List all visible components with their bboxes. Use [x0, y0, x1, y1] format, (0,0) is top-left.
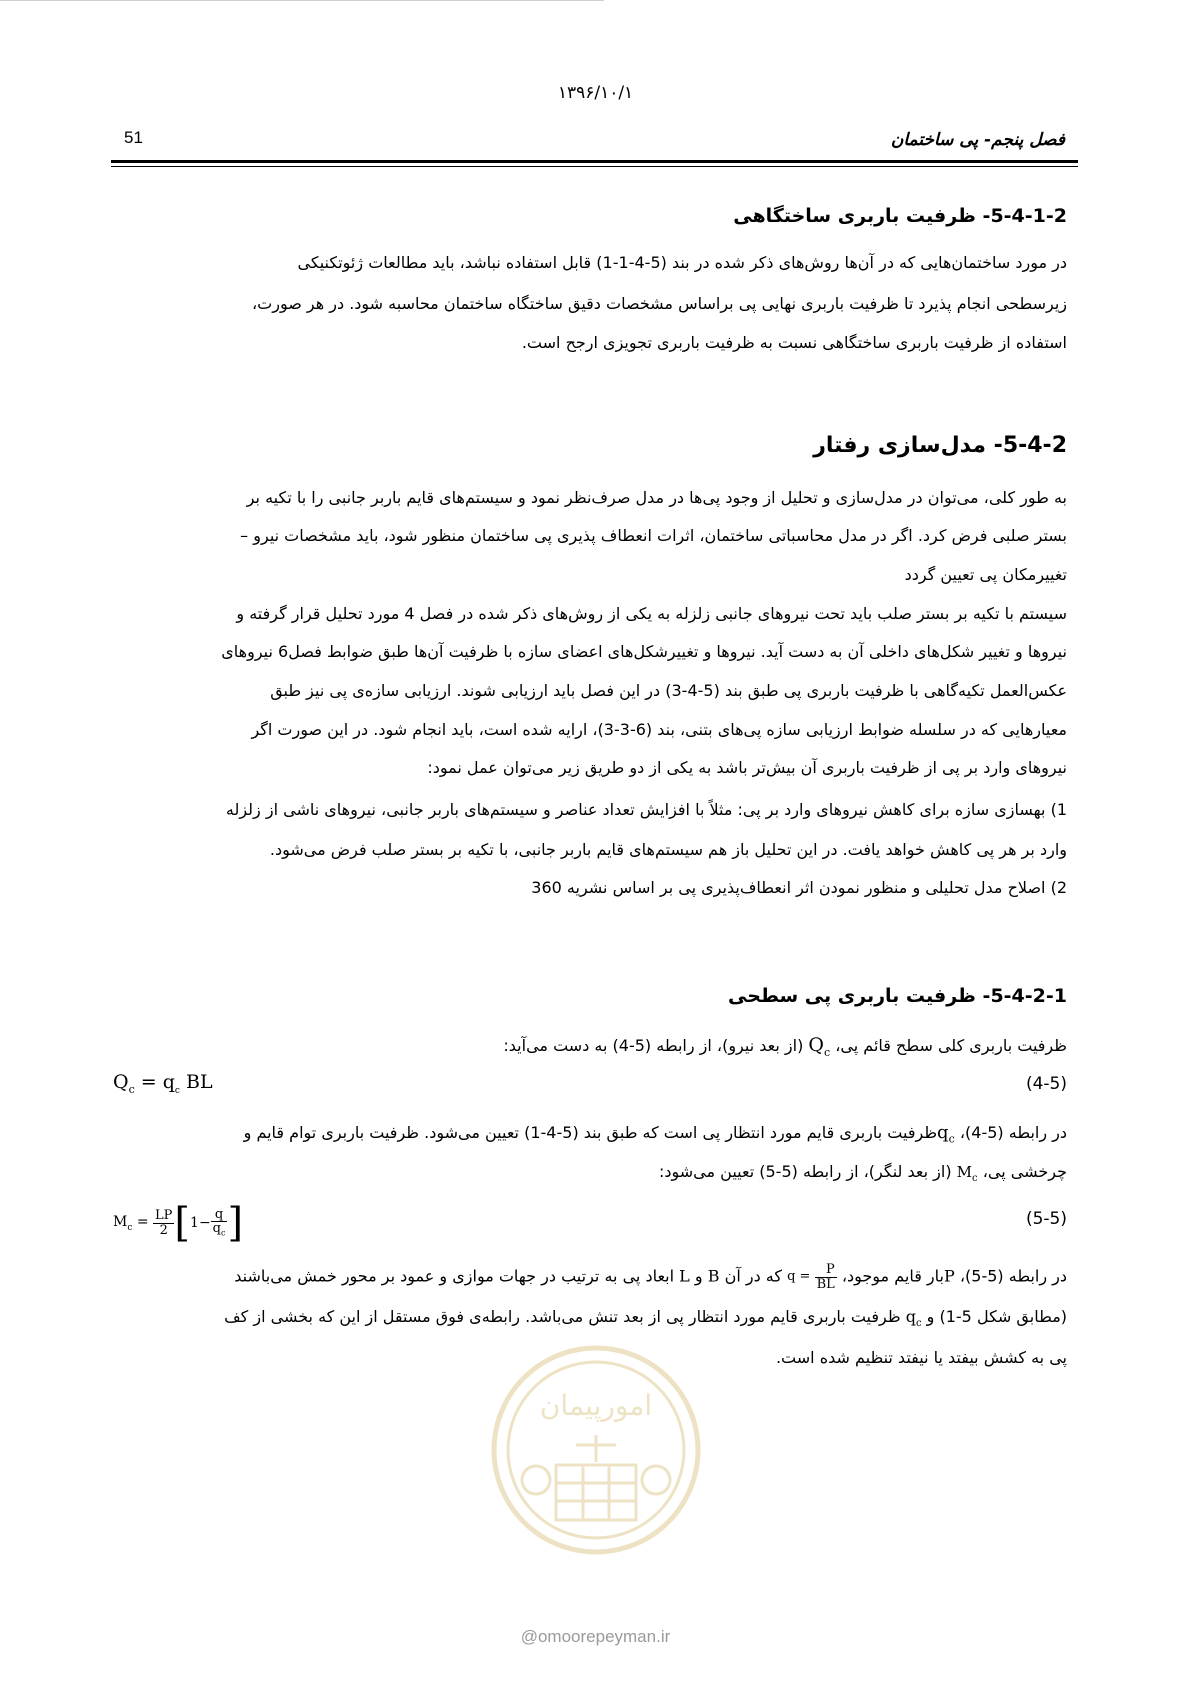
fraction-q-qc: $\frac{q}{q_c}$	[212, 1206, 226, 1238]
symbol-B: B	[707, 1266, 720, 1286]
section-heading-5-4-2-1: 5-4-2-1- ظرفیت باربری پی سطحی	[728, 985, 1067, 1007]
text-run: در رابطه (5-5)،	[959, 1266, 1067, 1286]
symbol-Qc: $Q_c$	[808, 1034, 831, 1059]
header-rule-thick	[111, 160, 1078, 163]
symbol-L: L	[679, 1266, 690, 1286]
paragraph-line: وارد بر هر پی کاهش خواهد یافت. در این تحلیل باز هم سیستم‌های قایم باربر جانبی، با تکیه بر بستر صلب فرض می‌شود.	[269, 840, 1067, 859]
text-run: بار قایم موجود،	[841, 1266, 944, 1286]
list-item-2: 2) اصلاح مدل تحلیلی و منظور نمودن اثر انعطاف‌پذیری پی بر اساس نشریه 360	[531, 878, 1067, 897]
paragraph-line: زیرسطحی انجام پذیرد تا ظرفیت باربری نهایی پی براساس مشخصات دقیق ساختگاه ساختمان محاسبه شود. در هر صورت،	[252, 294, 1067, 313]
paragraph-line	[112, 1162, 1067, 1185]
top-rule	[0, 0, 604, 1]
text-run: ظرفیت باربری قایم مورد انتظار پی از بعد تنش می‌باشد. رابطه‌ی فوق مستقل از این که بخشی از کف	[224, 1307, 901, 1326]
paragraph-line: معیارهایی که در سلسله ضوابط ارزیابی سازه پی‌های بتنی، بند (6-3-3)، ارایه شده است، باید انجام شود. در این صورت اگر	[251, 720, 1067, 739]
paragraph-line: سیستم با تکیه بر بستر صلب باید تحت نیروهای جانبی زلزله به یکی از روش‌های ذکر شده در فصل 4 مورد تحلیل قرار گرفته و	[236, 604, 1067, 623]
paragraph-line: پی به کشش بیفتد یا نیفتد تنظیم شده است.	[775, 1348, 1067, 1367]
text-run: ابعاد پی به ترتیب در جهات موازی و عمود بر محور خمش می‌باشند	[234, 1266, 675, 1286]
paragraph-line	[112, 1033, 1067, 1060]
section-heading-5-4-1-2: 5-4-1-2- ظرفیت باربری ساختگاهی	[733, 205, 1067, 227]
paragraph-line: عکس‌العمل تکیه‌گاهی با ظرفیت باربری پی طبق بند (5-4-3) در این فصل باید ارزیابی شوند. ارزیابی سازه‌ی پی نیز طبق	[270, 681, 1067, 700]
symbol-qc: $q_c$	[905, 1307, 922, 1330]
chapter-title: فصل پنجم- پی ساختمان	[890, 130, 1065, 150]
equation-4-5: $Q_c = q_c$ BL	[113, 1071, 213, 1096]
equation-number: (4-5)	[1025, 1074, 1067, 1094]
text-run: (مطابق شکل 5-1) و	[926, 1307, 1067, 1326]
equation-5-5: $M_c$ = $\frac{LP}{2}$ [ 1− $\frac{q}{q_c}$ ]	[113, 1200, 244, 1246]
text-run: که در آن	[724, 1266, 782, 1286]
watermark-text: @omoorepeyman.ir	[520, 1627, 671, 1646]
paragraph-line	[112, 1121, 1067, 1147]
paragraph-line: به طور کلی، می‌توان در مدل‌سازی و تحلیل از وجود پی‌ها در مدل صرف‌نظر نمود و سیستم‌های قایم باربر جانبی را با تکیه بر	[246, 488, 1067, 507]
symbol-qc: $q_c$	[937, 1122, 955, 1146]
symbol-Mc: $M_c$	[956, 1163, 978, 1184]
paragraph-line	[112, 1307, 1067, 1330]
text-run: ظرفیت باربری قایم مورد انتظار پی است که طبق بند (5-4-1) تعیین می‌شود. ظرفیت باربری توام قایم و	[243, 1123, 938, 1142]
watermark-logo	[486, 1340, 706, 1560]
paragraph-line: بستر صلبی فرض کرد. اگر در مدل محاسباتی ساختمان، اثرات انعطاف پذیری پی ساختمان منظور شود، باید مشخصات نیرو –	[240, 526, 1067, 545]
paragraph-line: استفاده از ظرفیت باربری ساختگاهی نسبت به ظرفیت باربری تجویزی ارجح است.	[521, 333, 1067, 352]
paragraph-line: نیروهای وارد بر پی از ظرفیت باربری آن بیش‌تر باشد به یکی از دو طریق زیر می‌توان عمل نمود:	[427, 758, 1067, 777]
text-run: و	[694, 1266, 703, 1286]
paragraph-line: تغییرمکان پی تعیین گردد	[904, 565, 1067, 584]
section-heading-5-4-2: 5-4-2- مدل‌سازی رفتار	[813, 433, 1067, 458]
page-number: 51	[124, 128, 143, 147]
equation-number: (5-5)	[1025, 1209, 1067, 1229]
paragraph-line	[112, 1263, 1067, 1291]
text-run: (از بعد لنگر)، از رابطه (5-5) تعیین می‌شود:	[658, 1162, 952, 1181]
paragraph-line: نیروها و تغییر شکل‌های داخلی آن به دست آید. نیروها و تغییرشکل‌های اعضای سازه با ظرفیت آن‌ها طبق ضوابط فصل6 نیروهای	[221, 642, 1067, 661]
header-rule-thin	[111, 166, 1078, 167]
symbol-P: P	[943, 1266, 955, 1286]
list-item-1: 1) بهسازی سازه برای کاهش نیروهای وارد بر پی: مثلاً با افزایش تعداد عناصر و سیستم‌های باربر جانبی، نیروهای ناشی از زلزله	[225, 800, 1067, 819]
text-run: در رابطه (5-4)،	[959, 1123, 1067, 1142]
text-run: چرخشی پی،	[982, 1162, 1067, 1181]
svg-text:امورپیمان: امورپیمان	[539, 1389, 653, 1422]
paragraph-line: در مورد ساختمان‌هایی که در آن‌ها روش‌های ذکر شده در بند (5-4-1-1) قابل استفاده نباشد، باید مطالعات ژئوتکنیکی	[297, 253, 1067, 272]
text-run: ظرفیت باربری کلی سطح قائم پی،	[835, 1036, 1067, 1055]
fraction-LP-2: $\frac{LP}{2}$	[155, 1207, 173, 1238]
page-date: ۱۳۹۶/۱۰/۱	[557, 83, 634, 103]
text-run: (از بعد نیرو)، از رابطه (5-4) به دست می‌آید:	[503, 1036, 804, 1055]
fraction-q-def: q = $\frac{P}{BL}$	[787, 1262, 835, 1292]
